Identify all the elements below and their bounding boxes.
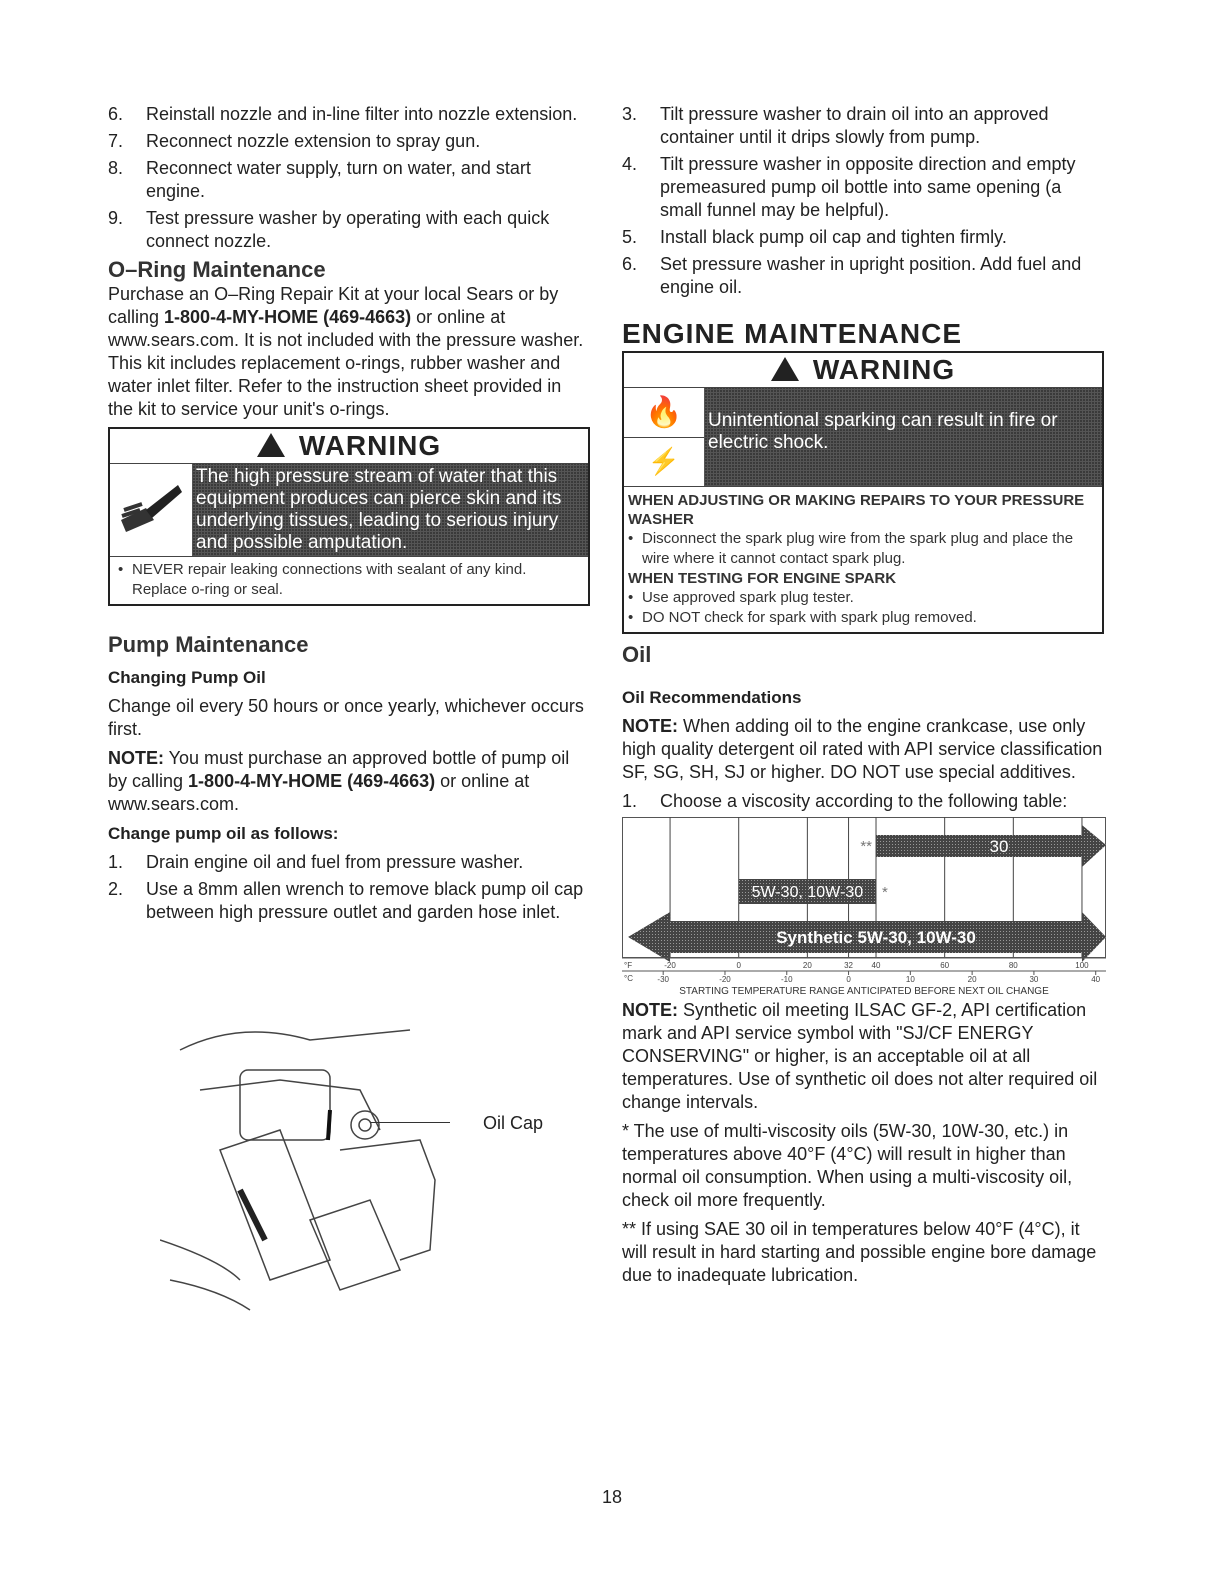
electric-shock-icon: ⚡ xyxy=(647,446,681,477)
bar-note: * xyxy=(882,884,888,901)
high-pressure-injection-icon xyxy=(110,464,192,556)
step-number: 4. xyxy=(622,154,638,174)
oil-cap-leader-line xyxy=(370,1122,450,1123)
step-text: Reconnect nozzle extension to spray gun. xyxy=(146,131,481,151)
step-text: Reconnect water supply, turn on water, and start engine. xyxy=(146,158,531,201)
f-unit: °F xyxy=(624,961,633,970)
oil-step: 1. Choose a viscosity according to the following table: xyxy=(622,791,1068,811)
f-tick-label: 80 xyxy=(1008,961,1018,970)
warning-subheading: WHEN TESTING FOR ENGINE SPARK xyxy=(628,570,897,587)
step-number: 8. xyxy=(108,158,124,178)
f-tick-label: 40 xyxy=(871,961,881,970)
warning-message: The high pressure stream of water that this equipment produces can pierce skin and its underlying tissues, leading to serious injury and possible amputation. xyxy=(192,464,588,556)
oil-heading: Oil xyxy=(622,642,652,667)
f-tick-label: 0 xyxy=(736,961,741,970)
list-item xyxy=(108,207,590,253)
step-text: Reinstall nozzle and in-line filter into nozzle extension. xyxy=(146,104,578,124)
bar-label: 30 xyxy=(989,837,1009,856)
list-item xyxy=(622,153,1104,222)
step-number: 1. xyxy=(108,852,124,872)
step-text: Use a 8mm allen wrench to remove black pump oil cap between high pressure outlet and garden hose inlet. xyxy=(146,879,584,922)
warning-bullet: • Disconnect the spark plug wire from the spark plug and place the wire where it cannot contact spark plug. xyxy=(628,530,1074,567)
f-tick-label: -20 xyxy=(664,961,676,970)
engine-maintenance-heading: ENGINE MAINTENANCE xyxy=(622,318,963,349)
oil-note: NOTE: When adding oil to the engine crankcase, use only high quality detergent oil rated with API service classification SF, SG, SH, SJ or higher. DO NOT use special additives. xyxy=(622,716,1103,782)
right-column xyxy=(622,103,1104,1293)
step-text: Install black pump oil cap and tighten firmly. xyxy=(660,227,1007,247)
step-number: 3. xyxy=(622,104,638,124)
pump-oil-cap-illustration xyxy=(160,1010,480,1336)
warning-triangle-icon xyxy=(771,357,799,381)
pump-text: Change oil every 50 hours or once yearly, whichever occurs first. xyxy=(108,696,584,739)
list-item xyxy=(108,851,590,874)
engine-warning-box: WARNING 🔥 ⚡ Unintentional sparking can result in fire or electric shock. WHEN ADJUSTING OR MAKING REPAIRS TO YOUR PRESSURE WASHER • Disconnect the spark plug wire from the spark plug and place the wire where it cannot contact spark plug. WHEN TESTING FOR ENGINE SPARK • Use approved spark plug tester. • DO NOT check for spark with spark plug removed. xyxy=(622,351,1104,634)
c-tick-label: -30 xyxy=(657,975,669,984)
bar-label: 5W-30, 10W-30 xyxy=(751,884,864,901)
bar-note: ** xyxy=(860,838,873,855)
list-item xyxy=(108,157,590,203)
c-tick-label: 20 xyxy=(967,975,977,984)
oil-subheading: Oil Recommendations xyxy=(622,688,802,707)
chart-xlabel: STARTING TEMPERATURE RANGE ANTICIPATED BEFORE NEXT OIL CHANGE xyxy=(679,986,1049,995)
warning-triangle-icon xyxy=(257,433,285,457)
warning-message: Unintentional sparking can result in fire or electric shock. xyxy=(704,388,1102,486)
warning-bullet: • DO NOT check for spark with spark plug removed. xyxy=(628,609,977,626)
f-tick-label: 32 xyxy=(844,961,854,970)
viscosity-chart xyxy=(622,817,1106,995)
c-tick-label: 0 xyxy=(846,975,851,984)
list-item xyxy=(622,253,1104,299)
f-tick-label: 100 xyxy=(1075,961,1089,970)
list-item xyxy=(108,130,590,153)
c-tick-label: 10 xyxy=(905,975,915,984)
pump-subheading: Changing Pump Oil xyxy=(108,668,266,687)
fire-icon: 🔥 xyxy=(624,388,704,438)
footnote-1: * The use of multi-viscosity oils (5W-30, 10W-30, etc.) in temperatures above 40°F (4°C) will result in higher than normal oil consumption. When using a multi-viscosity oil, check oil more frequently. xyxy=(622,1121,1073,1210)
step-number: 6. xyxy=(622,254,638,274)
pump-heading: Pump Maintenance xyxy=(108,632,309,657)
oring-text: Purchase an O–Ring Repair Kit at your local Sears or by calling 1-800-4-MY-HOME (469-4663) or online at www.sears.com. It is not included with the pressure washer. This kit includes replacement o-rings, rubber washer and water inlet filter. Refer to the instruction sheet provided in the kit to service your unit's o-rings. xyxy=(108,284,584,419)
oil-cap-label: Oil Cap xyxy=(483,1113,544,1133)
warning-box: WARNING The high pressure stream of water that this equipment produces can pierce skin and its underlying tissues, leading to serious injury and possible amputation. • NEVER repair leaking connections with sealant of any kind. Replace o-ring or seal. xyxy=(108,427,590,606)
list-item xyxy=(108,878,590,924)
oring-heading: O–Ring Maintenance xyxy=(108,257,326,282)
step-number: 7. xyxy=(108,131,124,151)
warning-bullet: • Use approved spark plug tester. xyxy=(628,589,854,606)
page-number: 18 xyxy=(601,1487,623,1507)
step-number: 6. xyxy=(108,104,124,124)
pump-note: NOTE: You must purchase an approved bottle of pump oil by calling 1-800-4-MY-HOME (469-4663) or online at www.sears.com. xyxy=(108,748,570,814)
c-unit: °C xyxy=(624,974,633,983)
warning-subheading: WHEN ADJUSTING OR MAKING REPAIRS TO YOUR PRESSURE WASHER xyxy=(628,492,1085,528)
list-item xyxy=(622,226,1104,249)
c-tick-label: 30 xyxy=(1029,975,1039,984)
step-text: Tilt pressure washer in opposite direction and empty premeasured pump oil bottle into same opening (a small funnel may be helpful). xyxy=(660,154,1076,220)
bar-label: Synthetic 5W-30, 10W-30 xyxy=(776,928,976,947)
warning-bullet: • NEVER repair leaking connections with sealant of any kind. Replace o-ring or seal. xyxy=(118,561,527,598)
step-text: Drain engine oil and fuel from pressure washer. xyxy=(146,852,524,872)
list-item xyxy=(108,103,590,126)
c-tick-label: -10 xyxy=(780,975,793,984)
step-text: Tilt pressure washer to drain oil into an approved container until it drips slowly from pump. xyxy=(660,104,1049,147)
step-number: 2. xyxy=(108,879,124,899)
c-tick-label: -20 xyxy=(719,975,731,984)
pump-steps-title: Change pump oil as follows: xyxy=(108,824,339,843)
footnote-2: ** If using SAE 30 oil in temperatures below 40°F (4°C), it will result in hard starting and possible engine bore damage due to inadequate lubrication. xyxy=(622,1219,1097,1285)
synthetic-note: NOTE: Synthetic oil meeting ILSAC GF-2, API certification mark and API service symbol with "SJ/CF ENERGY CONSERVING" or higher, is an acceptable oil at all temperatures. Use of synthetic oil does not alter required oil change intervals. xyxy=(622,1000,1098,1112)
c-tick-label: 40 xyxy=(1091,975,1101,984)
f-tick-label: 20 xyxy=(802,961,812,970)
step-text: Set pressure washer in upright position. Add fuel and engine oil. xyxy=(660,254,1082,297)
step-number: 9. xyxy=(108,208,124,228)
left-column xyxy=(108,103,590,928)
step-number: 5. xyxy=(622,227,638,247)
step-text: Test pressure washer by operating with each quick connect nozzle. xyxy=(146,208,550,251)
list-item xyxy=(622,103,1104,149)
f-tick-label: 60 xyxy=(940,961,950,970)
